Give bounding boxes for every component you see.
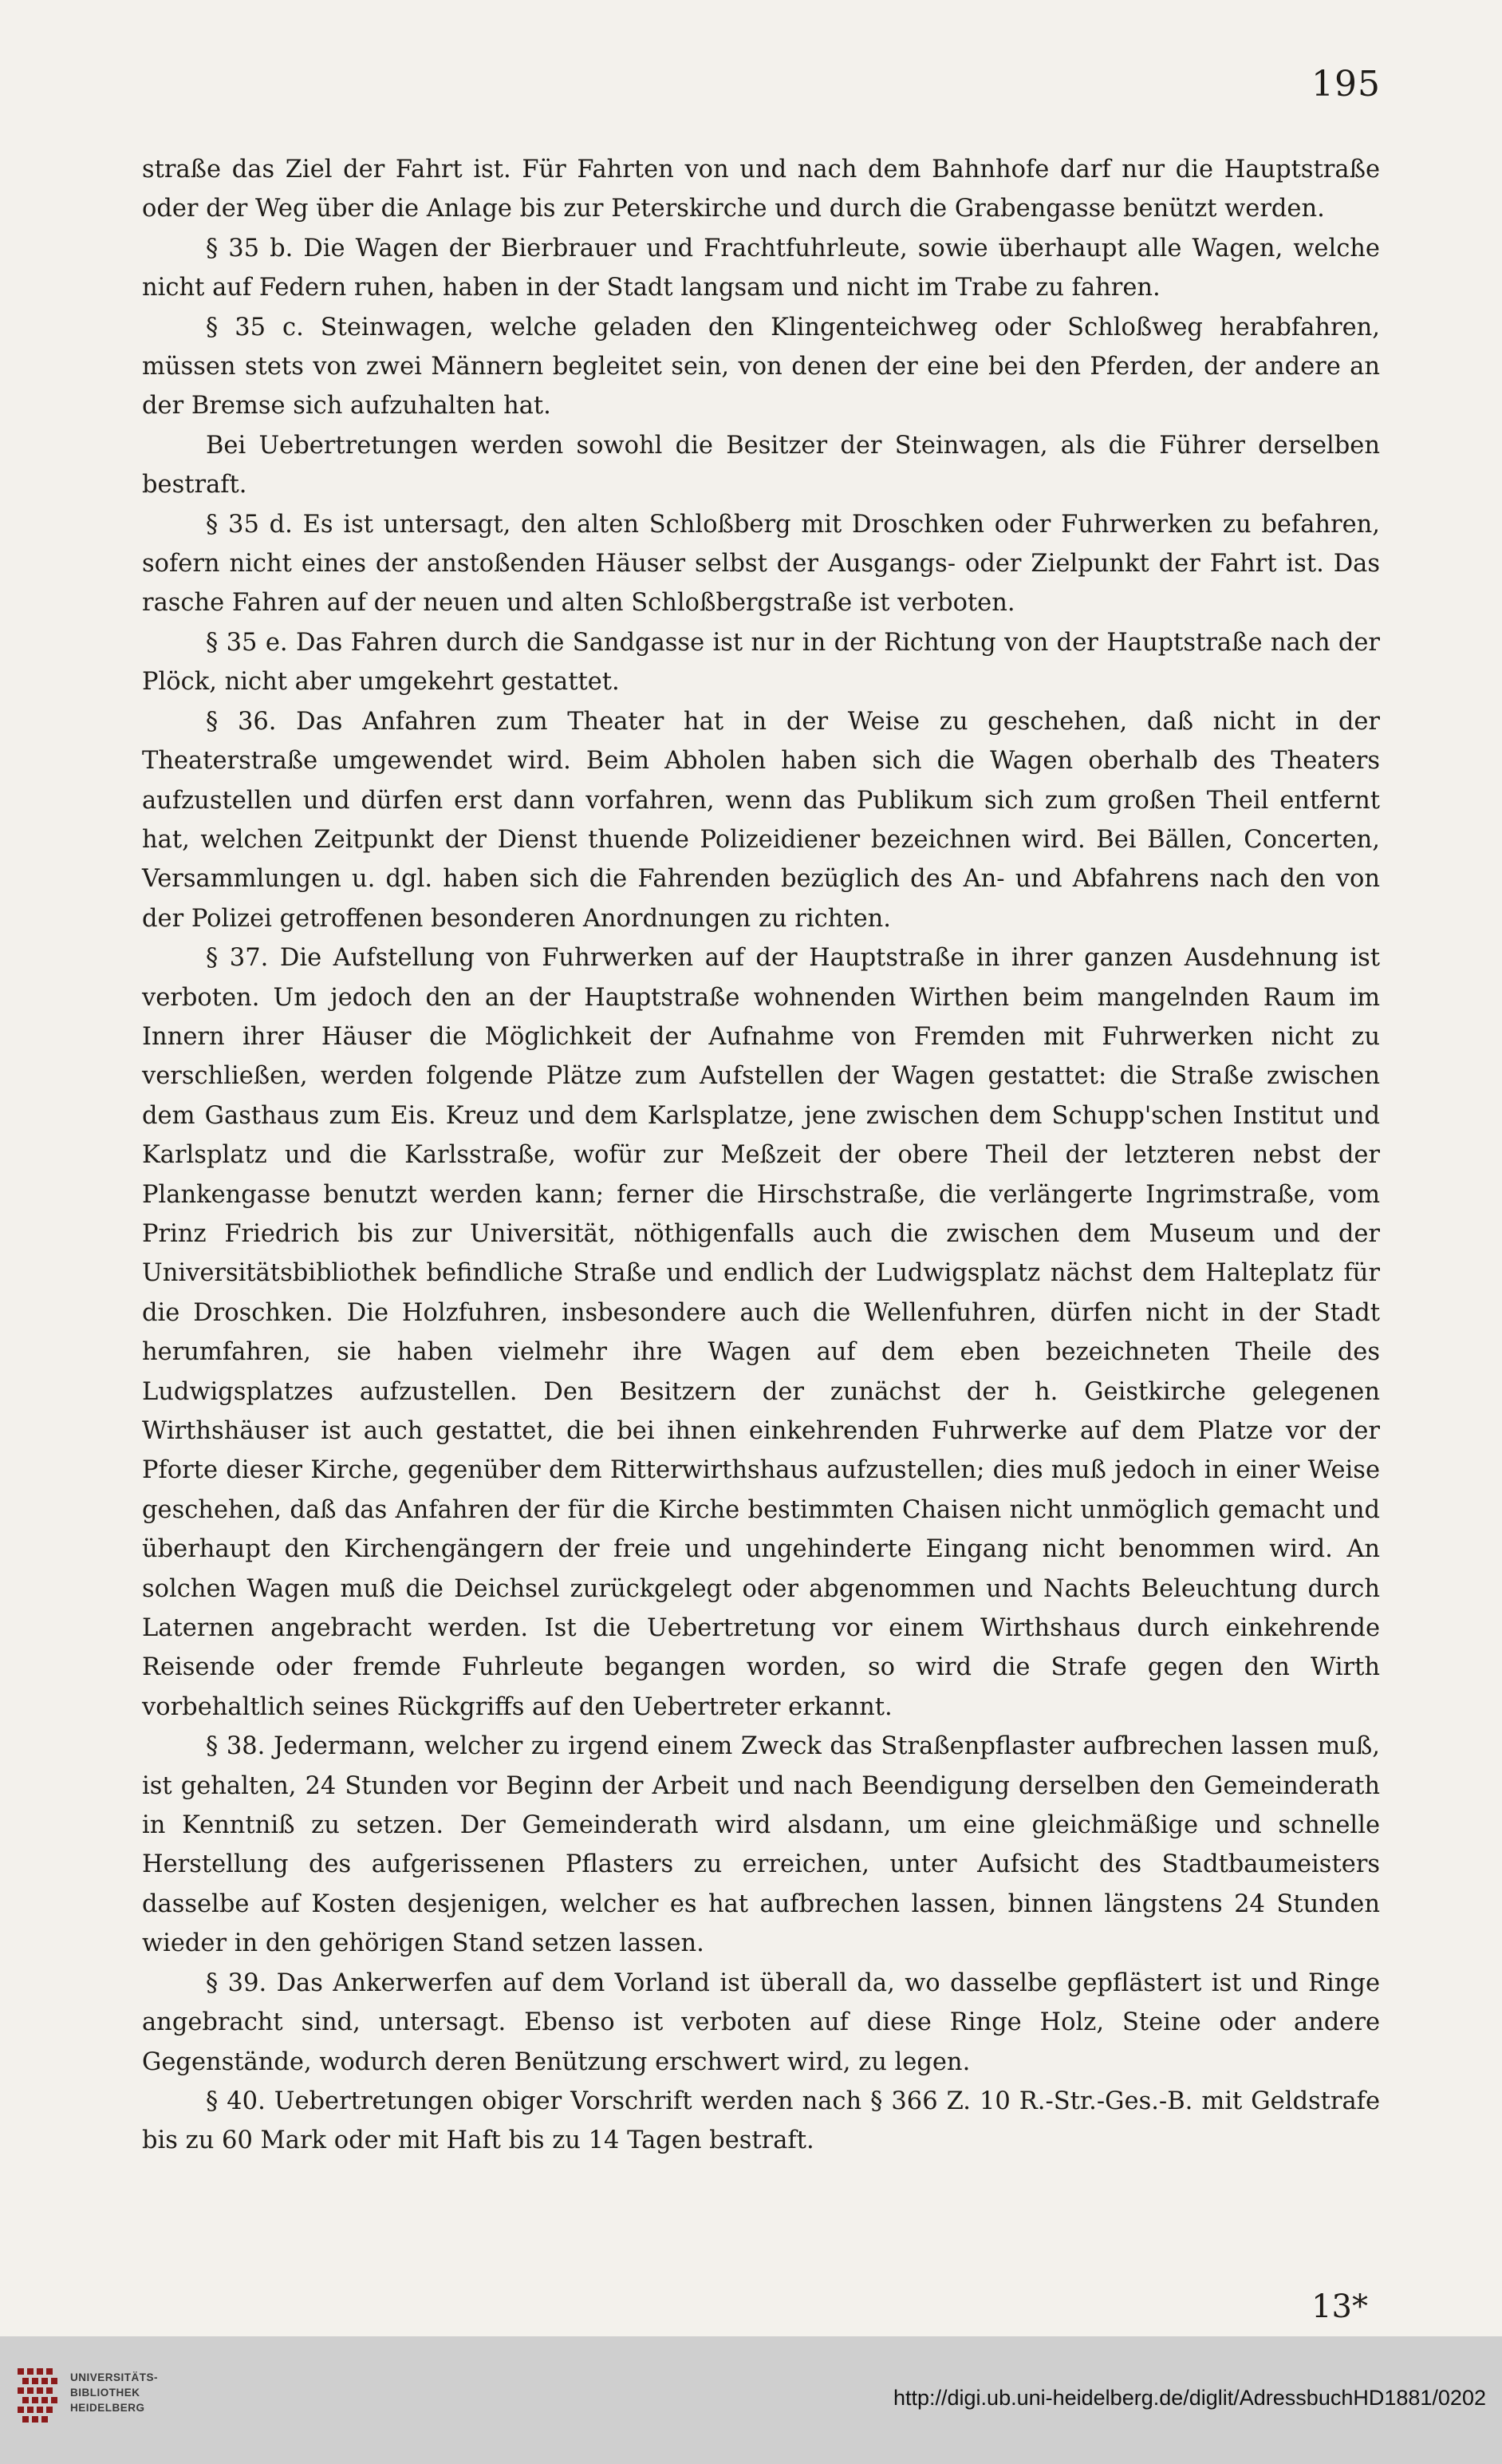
logo-line-3: HEIDELBERG	[70, 2402, 145, 2414]
paragraph-35d: § 35 d. Es ist untersagt, den alten Schloßberg mit Droschken oder Fuhrwerken zu befahren, sofern nicht eines der anstoßenden Häuser selbst der Ausgangs- oder Zielpunkt der Fahrt ist. Das rasche Fahren auf der neuen und alten Schloßbergstraße ist verboten.	[142, 510, 1380, 618]
page-number: 195	[1311, 64, 1381, 105]
paragraph-36: § 36. Das Anfahren zum Theater hat in der Weise zu geschehen, daß nicht in der Theaterstraße umgewendet wird. Beim Abholen haben sich die Wagen oberhalb des Theaters aufzustellen und dürfen erst dann vorfahren, wenn das Publikum sich zum großen Theil entfernt hat, welchen Zeitpunkt der Dienst thuende Polizeidiener bezeichnen wird. Bei Bällen, Concerten, Versammlungen u. dgl. haben sich die Fahrenden bezüglich des An- und Abfahrens nach den von der Polizei getroffenen besonderen Anordnungen zu richten.	[142, 707, 1380, 933]
page-body	[142, 150, 1380, 2161]
source-url-link[interactable]: http://digi.ub.uni-heidelberg.de/diglit/AdressbuchHD1881/0202	[893, 2386, 1486, 2410]
paragraph: straße das Ziel der Fahrt ist. Für Fahrten von und nach dem Bahnhofe darf nur die Hauptstraße oder der Weg über die Anlage bis zur Peterskirche und durch die Grabengasse benützt werden.	[142, 156, 1380, 223]
footer-bar	[0, 2336, 1502, 2464]
paragraph-35b: § 35 b. Die Wagen der Bierbrauer und Frachtfuhrleute, sowie überhaupt alle Wagen, welche nicht auf Federn ruhen, haben in der Stadt langsam und nicht im Trabe zu fahren.	[142, 234, 1380, 302]
logo-line-2: BIBLIOTHEK	[70, 2387, 140, 2399]
paragraph-35c-penalty: Bei Uebertretungen werden sowohl die Besitzer der Steinwagen, als die Führer derselben bestraft.	[142, 431, 1380, 500]
library-logo-icon	[14, 2363, 64, 2426]
paragraph-39: § 39. Das Ankerwerfen auf dem Vorland ist überall da, wo dasselbe gepflästert ist und Ringe angebracht sind, untersagt. Ebenso ist verboten auf diese Ringe Holz, Steine oder andere Gegenstände, wodurch deren Benützung erschwert wird, zu legen.	[142, 1968, 1380, 2076]
library-logo-text	[70, 2370, 158, 2415]
paragraph-35e: § 35 e. Das Fahren durch die Sandgasse ist nur in der Richtung von der Hauptstraße nach der Plöck, nicht aber umgekehrt gestattet.	[142, 628, 1380, 697]
paragraph-35c: § 35 c. Steinwagen, welche geladen den Klingenteichweg oder Schloßweg herabfahren, müssen stets von zwei Männern begleitet sein, von denen der eine bei den Pferden, der andere an der Bremse sich aufzuhalten hat.	[142, 313, 1380, 421]
signature-mark: 13*	[1311, 2288, 1368, 2325]
logo-line-1: UNIVERSITÄTS-	[70, 2371, 159, 2383]
paragraph-38: § 38. Jedermann, welcher zu irgend einem Zweck das Straßenpflaster aufbrechen lassen muß, ist gehalten, 24 Stunden vor Beginn der Arbeit und nach Beendigung derselben den Gemeinderath in Kenntniß zu setzen. Der Gemeinderath wird alsdann, um eine gleichmäßige und schnelle Herstellung des aufgerissenen Pflasters zu erreichen, unter Aufsicht des Stadtbaumeisters dasselbe auf Kosten desjenigen, welcher es hat aufbrechen lassen, binnen längstens 24 Stunden wieder in den gehörigen Stand setzen lassen.	[142, 1732, 1380, 1958]
paragraph-40: § 40. Uebertretungen obiger Vorschrift werden nach § 366 Z. 10 R.-Str.-Ges.-B. mit Geldstrafe bis zu 60 Mark oder mit Haft bis zu 14 Tagen bestraft.	[142, 2087, 1380, 2155]
paragraph-37: § 37. Die Aufstellung von Fuhrwerken auf der Hauptstraße in ihrer ganzen Ausdehnung ist verboten. Um jedoch den an der Hauptstraße wohnenden Wirthen beim mangelnden Raum im Innern ihrer Häuser die Möglichkeit der Aufnahme von Fremden mit Fuhrwerken nicht zu verschließen, werden folgende Plätze zum Aufstellen der Wagen gestattet: die Straße zwischen dem Gasthaus zum Eis. Kreuz und dem Karlsplatze, jene zwischen dem Schupp'schen Institut und Karlsplatz und die Karlsstraße, wofür zur Meßzeit der obere Theil der letzteren nebst der Plankengasse benutzt werden kann; ferner die Hirschstraße, die verlängerte Ingrimstraße, vom Prinz Friedrich bis zur Universität, nöthigenfalls auch die zwischen dem Museum und der Universitätsbibliothek befindliche Straße und endlich der Ludwigsplatz nächst dem Halteplatz für die Droschken. Die Holzfuhren, insbesondere auch die Wellenfuhren, dürfen nicht in der Stadt herumfahren, sie haben vielmehr ihre Wagen auf dem eben bezeichneten Theile des Ludwigsplatzes aufzustellen. Den Besitzern der zunächst der h. Geistkirche gelegenen Wirthshäuser ist auch gestattet, die bei ihnen einkehrenden Fuhrwerke auf dem Platze vor der Pforte dieser Kirche, gegenüber dem Ritterwirthshaus aufzustellen; dies muß jedoch in einer Weise geschehen, daß das Anfahren der für die Kirche bestimmten Chaisen nicht unmöglich gemacht und überhaupt den Kirchengängern der freie und ungehinderte Eingang nicht benommen wird. An solchen Wagen muß die Deichsel zurückgelegt oder abgenommen und Nachts Beleuchtung durch Laternen angebracht werden. Ist die Uebertretung vor einem Wirthshaus durch einkehrende Reisende oder fremde Fuhrleute begangen worden, so wird die Strafe gegen den Wirth vorbehaltlich seines Rückgriffs auf den Uebertreter erkannt.	[142, 944, 1380, 1721]
library-logo[interactable]	[14, 2360, 198, 2440]
